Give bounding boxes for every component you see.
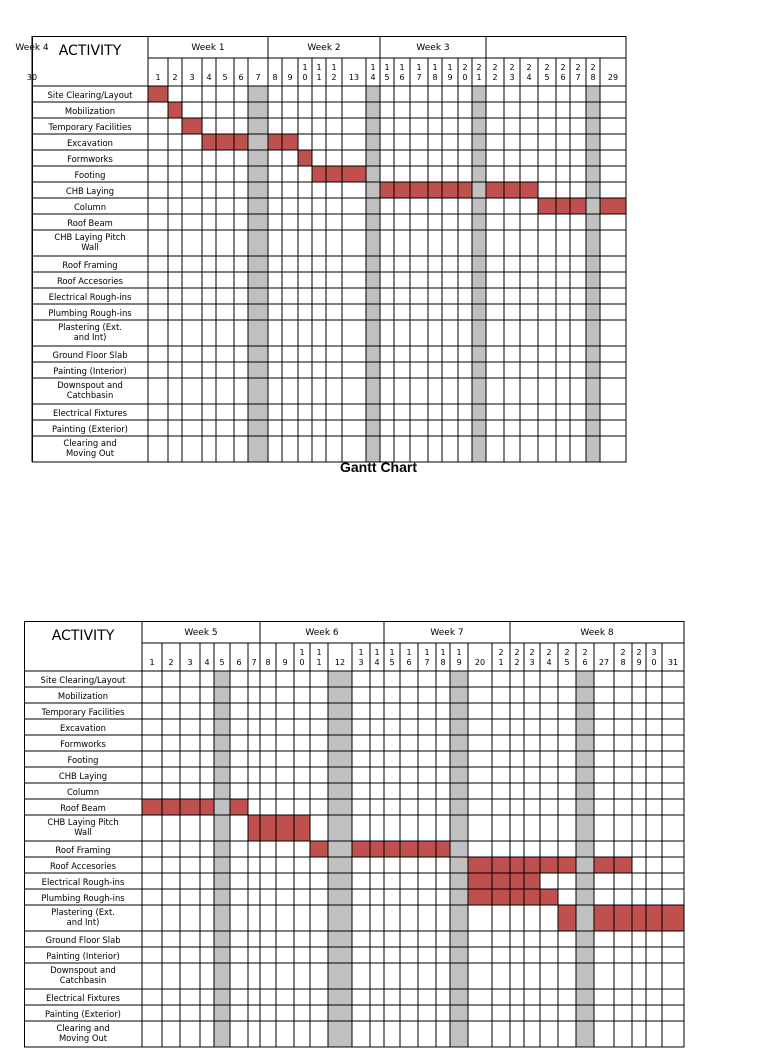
task-bar (570, 198, 586, 214)
day-number: 1 9 (456, 648, 462, 667)
task-bar (162, 799, 180, 815)
gantt-chart-1-svg (15, 36, 627, 463)
task-bar (342, 166, 366, 182)
activity-label: Electrical Fixtures (52, 408, 128, 418)
task-bar (486, 182, 504, 198)
task-bar (520, 182, 538, 198)
task-bar (538, 198, 556, 214)
day-number: 1 1 (316, 63, 322, 82)
activity-label: Roof Framing (55, 845, 111, 855)
day-number: 27 (598, 658, 610, 667)
task-bar (182, 118, 202, 134)
day-number: 2 9 (636, 648, 642, 667)
task-bar (558, 905, 576, 931)
day-number: 2 5 (564, 648, 570, 667)
activity-label: Clearing and Moving Out (56, 1023, 110, 1043)
task-bar (400, 841, 418, 857)
task-bar (524, 873, 540, 889)
task-bar (540, 857, 558, 873)
activity-label: Ground Floor Slab (52, 350, 128, 360)
shaded-day-column (450, 671, 468, 1047)
day-number: 2 1 (476, 63, 482, 82)
day-number: 2 0 (462, 63, 468, 82)
activity-label: Roof Beam (60, 803, 106, 813)
day-number: 1 3 (358, 648, 364, 667)
day-number: 2 3 (509, 63, 515, 82)
activity-label: Ground Floor Slab (45, 935, 121, 945)
day-number: 20 (474, 658, 486, 667)
day-number: 31 (667, 658, 679, 667)
task-bar (268, 134, 282, 150)
activity-label: Footing (67, 755, 99, 765)
day-number: 1 8 (440, 648, 446, 667)
day-number: 1 1 (316, 648, 322, 667)
activity-label: Roof Beam (67, 218, 113, 228)
day-number: 1 5 (384, 63, 390, 82)
day-number: 2 8 (620, 648, 626, 667)
task-bar (200, 799, 214, 815)
task-bar (294, 815, 310, 841)
day-number: 13 (348, 73, 360, 82)
day-number: 1 7 (416, 63, 422, 82)
activity-label: Excavation (67, 138, 113, 148)
shaded-day-column (576, 671, 594, 1047)
activity-label: Roof Accesories (56, 276, 124, 286)
task-bar (234, 134, 248, 150)
week-label: Week 4 (15, 43, 49, 53)
day-number: 29 (607, 73, 619, 82)
task-bar (418, 841, 436, 857)
week-label: Week 8 (580, 628, 614, 638)
task-bar (468, 857, 492, 873)
task-bar (524, 857, 540, 873)
chart-title: Gantt Chart (340, 459, 417, 475)
task-bar (504, 182, 520, 198)
shaded-day-column (248, 86, 268, 462)
task-bar (632, 905, 646, 931)
day-number: 2 4 (526, 63, 532, 82)
activity-label: Downspout and Catchbasin (50, 965, 116, 985)
week-label: Week 3 (416, 43, 450, 53)
task-bar (524, 889, 540, 905)
day-number: 4 (206, 73, 212, 82)
task-bar (492, 889, 510, 905)
day-number: 8 (272, 73, 278, 82)
task-bar (442, 182, 458, 198)
activity-label: Excavation (60, 723, 106, 733)
gantt-chart-2 (24, 621, 685, 1048)
task-bar (436, 841, 450, 857)
task-bar (248, 815, 260, 841)
activity-label: Electrical Fixtures (45, 993, 121, 1003)
activity-label: CHB Laying Pitch Wall (54, 232, 126, 252)
day-number: 2 7 (575, 63, 581, 82)
day-number: 1 (149, 658, 155, 667)
day-number: 2 6 (582, 648, 588, 667)
day-number: 1 6 (399, 63, 405, 82)
task-bar (540, 889, 558, 905)
activity-label: Site Clearing/Layout (47, 90, 133, 100)
task-bar (410, 182, 428, 198)
shaded-day-column (328, 671, 352, 1047)
shaded-day-column (214, 671, 230, 1047)
activity-label: Plumbing Rough-ins (48, 308, 132, 318)
task-bar (312, 166, 326, 182)
activity-label: Formworks (60, 739, 106, 749)
activity-label: Site Clearing/Layout (40, 675, 126, 685)
day-number: 3 0 (651, 648, 657, 667)
task-bar (594, 857, 614, 873)
task-bar (492, 873, 510, 889)
day-number: 1 6 (406, 648, 412, 667)
task-bar (148, 86, 168, 102)
day-number: 1 7 (424, 648, 430, 667)
day-number: 2 2 (514, 648, 520, 667)
activity-label: Roof Framing (62, 260, 118, 270)
activity-label: Electrical Rough-ins (48, 292, 132, 302)
task-bar (510, 857, 524, 873)
day-number: 1 9 (447, 63, 453, 82)
day-number: 1 (155, 73, 161, 82)
task-bar (230, 799, 248, 815)
activity-label: Roof Accesories (49, 861, 117, 871)
activity-label: Plastering (Ext. and Int) (51, 907, 115, 927)
task-bar (394, 182, 410, 198)
shaded-day-column (472, 86, 486, 462)
day-number: 2 6 (560, 63, 566, 82)
activity-header: ACTIVITY (58, 43, 122, 59)
day-number: 2 2 (492, 63, 498, 82)
week-label: Week 7 (430, 628, 464, 638)
activity-label: Column (66, 787, 100, 797)
task-bar (614, 857, 632, 873)
day-number: 6 (236, 658, 242, 667)
task-bar (458, 182, 472, 198)
task-bar (202, 134, 216, 150)
task-bar (662, 905, 684, 931)
day-number: 1 0 (302, 63, 308, 82)
day-number: 2 8 (590, 63, 596, 82)
activity-header: ACTIVITY (51, 628, 115, 644)
task-bar (600, 198, 626, 214)
activity-label: Footing (74, 170, 106, 180)
activity-label: Temporary Facilities (41, 707, 125, 717)
day-number: 30 (26, 73, 38, 82)
day-number: 2 4 (546, 648, 552, 667)
week-label: Week 5 (184, 628, 218, 638)
task-bar (380, 182, 394, 198)
task-bar (370, 841, 384, 857)
day-number: 1 4 (370, 63, 376, 82)
task-bar (298, 150, 312, 166)
task-bar (180, 799, 200, 815)
day-number: 2 (172, 73, 178, 82)
day-number: 1 0 (299, 648, 305, 667)
day-number: 2 (168, 658, 174, 667)
task-bar (468, 889, 492, 905)
day-number: 7 (251, 658, 257, 667)
activity-label: Painting (Interior) (46, 951, 120, 961)
task-bar (646, 905, 662, 931)
activity-label: Painting (Exterior) (52, 424, 128, 434)
task-bar (168, 102, 182, 118)
week-label: Week 6 (305, 628, 339, 638)
task-bar (594, 905, 614, 931)
day-number: 1 5 (389, 648, 395, 667)
day-number: 2 1 (498, 648, 504, 667)
day-number: 4 (204, 658, 210, 667)
task-bar (352, 841, 370, 857)
task-bar (216, 134, 234, 150)
day-number: 3 (187, 658, 193, 667)
activity-label: Mobilization (64, 106, 116, 116)
activity-label: Plumbing Rough-ins (41, 893, 125, 903)
activity-label: CHB Laying (58, 771, 108, 781)
day-number: 2 3 (529, 648, 535, 667)
task-bar (558, 857, 576, 873)
week-label: Week 1 (191, 43, 225, 53)
task-bar (384, 841, 400, 857)
task-bar (282, 134, 298, 150)
activity-label: CHB Laying Pitch Wall (47, 817, 119, 837)
task-bar (326, 166, 342, 182)
shaded-day-column (586, 86, 600, 462)
shaded-day-column (366, 86, 380, 462)
task-bar (614, 905, 632, 931)
task-bar (428, 182, 442, 198)
activity-label: Mobilization (57, 691, 109, 701)
day-number: 9 (287, 73, 293, 82)
activity-label: CHB Laying (65, 186, 115, 196)
day-number: 1 4 (374, 648, 380, 667)
activity-label: Column (73, 202, 107, 212)
activity-label: Temporary Facilities (48, 122, 132, 132)
task-bar (556, 198, 570, 214)
gantt-chart-1 (15, 36, 627, 463)
task-bar (260, 815, 276, 841)
day-number: 1 8 (432, 63, 438, 82)
task-bar (468, 873, 492, 889)
day-number: 12 (334, 658, 346, 667)
day-number: 8 (265, 658, 271, 667)
activity-label: Formworks (67, 154, 113, 164)
activity-label: Painting (Exterior) (45, 1009, 121, 1019)
day-number: 2 5 (544, 63, 550, 82)
week-label: Week 2 (307, 43, 341, 53)
task-bar (492, 857, 510, 873)
gantt-chart-2-svg (24, 621, 685, 1048)
day-number: 5 (222, 73, 228, 82)
task-bar (276, 815, 294, 841)
day-number: 6 (238, 73, 244, 82)
activity-label: Plastering (Ext. and Int) (58, 322, 122, 342)
task-bar (510, 889, 524, 905)
activity-label: Electrical Rough-ins (41, 877, 125, 887)
activity-label: Painting (Interior) (53, 366, 127, 376)
task-bar (142, 799, 162, 815)
activity-label: Downspout and Catchbasin (57, 380, 123, 400)
task-bar (310, 841, 328, 857)
day-number: 1 2 (331, 63, 337, 82)
day-number: 5 (219, 658, 225, 667)
day-number: 7 (255, 73, 261, 82)
day-number: 3 (189, 73, 195, 82)
task-bar (510, 873, 524, 889)
day-number: 9 (282, 658, 288, 667)
activity-label: Clearing and Moving Out (63, 438, 117, 458)
